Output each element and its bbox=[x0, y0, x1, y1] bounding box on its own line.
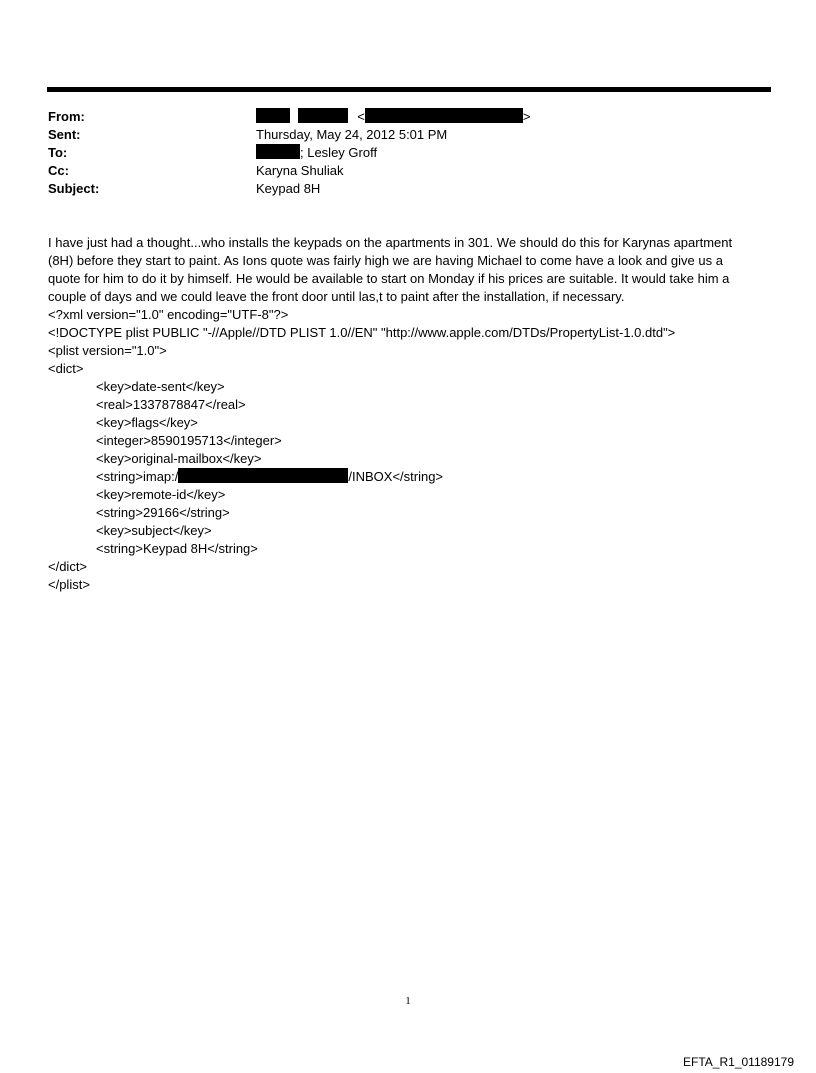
xml-line: </dict> bbox=[48, 559, 88, 574]
xml-line: <key>flags</key> bbox=[96, 415, 198, 430]
redaction-block bbox=[365, 108, 523, 123]
from-label: From: bbox=[48, 109, 85, 124]
xml-line: <dict> bbox=[48, 361, 84, 376]
xml-line: <key>remote-id</key> bbox=[96, 487, 226, 502]
xml-line: <real>1337878847</real> bbox=[96, 397, 246, 412]
redaction-block bbox=[256, 144, 300, 159]
body-line: I have just had a thought...who installs the keypads on the apartments in 301. We should do this for Karynas apartment bbox=[48, 235, 733, 250]
to-value-wrap bbox=[256, 144, 756, 162]
cc-value: Karyna Shuliak bbox=[256, 163, 344, 178]
from-value bbox=[256, 108, 756, 126]
document-id: EFTA_R1_01189179 bbox=[683, 1055, 794, 1069]
xml-line: <string>Keypad 8H</string> bbox=[96, 541, 258, 556]
sent-label: Sent: bbox=[48, 127, 81, 142]
from-lt: < bbox=[357, 109, 365, 124]
xml-line: <?xml version="1.0" encoding="UTF-8"?> bbox=[48, 307, 289, 322]
xml-line: <key>date-sent</key> bbox=[96, 379, 225, 394]
xml-string-prefix: <string>imap:/ bbox=[96, 469, 179, 484]
xml-string-suffix: /INBOX</string> bbox=[348, 469, 444, 484]
header-rule bbox=[47, 87, 771, 92]
from-gt: > bbox=[522, 109, 531, 124]
body-line: (8H) before they start to paint. As Ions quote was fairly high we are having Michael to come have a look and give us a bbox=[48, 253, 723, 268]
xml-line: <!DOCTYPE plist PUBLIC "-//Apple//DTD PLIST 1.0//EN" "http://www.apple.com/DTDs/PropertyList-1.0.dtd"> bbox=[48, 325, 676, 340]
redaction-block bbox=[298, 108, 348, 123]
page-number: 1 bbox=[405, 995, 411, 1007]
xml-line: <plist version="1.0"> bbox=[48, 343, 167, 358]
sent-value: Thursday, May 24, 2012 5:01 PM bbox=[256, 127, 448, 142]
body-line: couple of days and we could leave the front door until las,t to paint after the installation, if necessary. bbox=[48, 289, 625, 304]
body-line: quote for him to do it by himself. He would be available to start on Monday if his prices are suitable. It would take him a bbox=[48, 271, 730, 286]
subject-label: Subject: bbox=[48, 181, 100, 196]
cc-label: Cc: bbox=[48, 163, 69, 178]
xml-line-redacted bbox=[96, 468, 443, 486]
to-label: To: bbox=[48, 145, 68, 160]
xml-line: <key>original-mailbox</key> bbox=[96, 451, 262, 466]
redaction-block bbox=[256, 108, 290, 123]
redaction-block bbox=[178, 468, 348, 483]
xml-line: <string>29166</string> bbox=[96, 505, 230, 520]
subject-value: Keypad 8H bbox=[256, 181, 321, 196]
xml-line: <integer>8590195713</integer> bbox=[96, 433, 282, 448]
xml-line: <key>subject</key> bbox=[96, 523, 212, 538]
to-value: ; Lesley Groff bbox=[300, 145, 378, 160]
xml-line: </plist> bbox=[48, 577, 90, 592]
